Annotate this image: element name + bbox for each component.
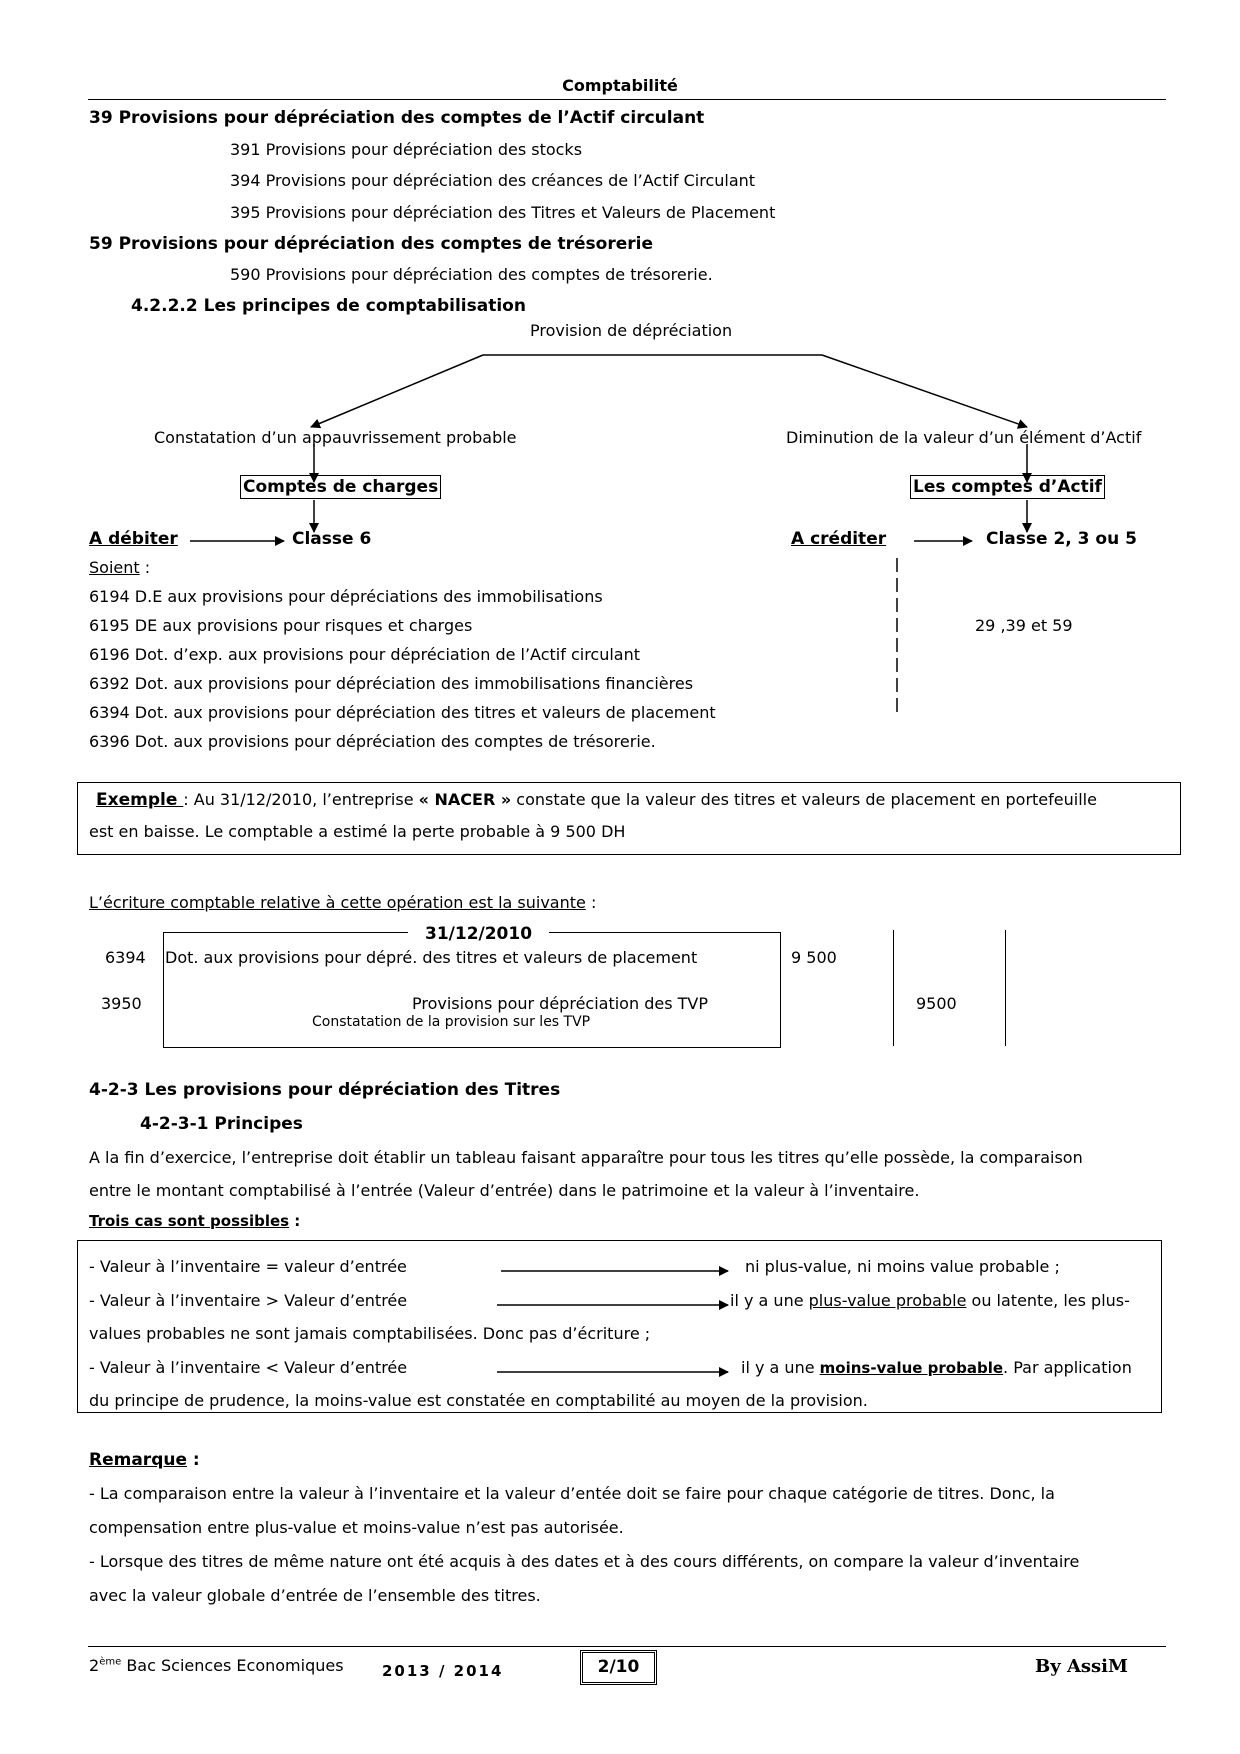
case-2-right-b: ou latente, les plus- bbox=[966, 1291, 1130, 1310]
journal-top-rule-right bbox=[549, 932, 780, 933]
section-423-title: 4-2-3 Les provisions pour dépréciation des Titres bbox=[89, 1080, 561, 1100]
list-item: 590 Provisions pour dépréciation des comptes de trésorerie. bbox=[230, 265, 713, 284]
journal-date: 31/12/2010 bbox=[425, 924, 533, 944]
paragraph-line: entre le montant comptabilisé à l’entrée (Valeur d’entrée) dans le patrimoine et la valeur à l’inventaire. bbox=[89, 1181, 920, 1200]
account-line: 6394 Dot. aux provisions pour dépréciation des titres et valeurs de placement bbox=[89, 703, 716, 722]
journal-intro bbox=[89, 893, 596, 912]
remarque-title-text: Remarque bbox=[89, 1450, 187, 1470]
case-3-right-a: il y a une bbox=[741, 1358, 820, 1377]
list-item: 395 Provisions pour dépréciation des Titres et Valeurs de Placement bbox=[230, 203, 776, 222]
example-line-1 bbox=[96, 790, 1097, 810]
journal-row-2-label: Provisions pour dépréciation des TVP bbox=[412, 994, 708, 1013]
moins-value-term: moins-value probable bbox=[819, 1359, 1004, 1377]
example-text-b: constate que la valeur des titres et valeurs de placement en portefeuille bbox=[511, 790, 1097, 809]
company-name: « NACER » bbox=[418, 790, 512, 809]
footer-level-sup: ème bbox=[99, 1656, 122, 1668]
cases-title-text: Trois cas sont possibles bbox=[89, 1212, 290, 1230]
credit-label: A créditer bbox=[791, 529, 887, 549]
journal-credit-line bbox=[1005, 930, 1006, 1046]
paragraph-line: compensation entre plus-value et moins-value n’est pas autorisée. bbox=[89, 1518, 624, 1537]
right-branch-arrow bbox=[822, 355, 1027, 427]
case-2-line-2: values probables ne sont jamais comptabilisées. Donc pas d’écriture ; bbox=[89, 1324, 651, 1343]
journal-row-2-credit: 9500 bbox=[916, 994, 957, 1013]
account-line: 6396 Dot. aux provisions pour dépréciation des comptes de trésorerie. bbox=[89, 732, 656, 751]
account-line: 6194 D.E aux provisions pour dépréciations des immobilisations bbox=[89, 587, 603, 606]
class-235-label: Classe 2, 3 ou 5 bbox=[986, 529, 1137, 549]
journal-row-1-account: 6394 bbox=[105, 948, 146, 967]
case-1-left: - Valeur à l’inventaire = valeur d’entrée bbox=[89, 1257, 407, 1276]
soient-text: Soient bbox=[89, 558, 140, 577]
journal-row-1-debit: 9 500 bbox=[791, 948, 837, 967]
cases-title-colon: : bbox=[289, 1212, 301, 1230]
account-line: 6196 Dot. d’exp. aux provisions pour dépréciation de l’Actif circulant bbox=[89, 645, 641, 664]
section-4231-title: 4-2-3-1 Principes bbox=[140, 1114, 303, 1134]
paragraph-line: - La comparaison entre la valeur à l’inventaire et la valeur d’entée doit se faire pour chaque catégorie de titres. Donc, la bbox=[89, 1484, 1055, 1503]
journal-top-rule-left bbox=[164, 932, 408, 933]
example-text-a: : Au 31/12/2010, l’entreprise bbox=[183, 790, 419, 809]
journal-mid-line bbox=[780, 932, 781, 1048]
soient-label bbox=[89, 558, 150, 577]
account-line: 6195 DE aux provisions pour risques et charges bbox=[89, 616, 473, 635]
footer-author: By AssiM bbox=[1035, 1656, 1128, 1677]
case-2-right bbox=[730, 1291, 1130, 1310]
diagram-root-label: Provision de dépréciation bbox=[530, 321, 733, 340]
journal-debit-line bbox=[893, 930, 894, 1046]
page-header-title: Comptabilité bbox=[562, 76, 678, 95]
example-label: Exemple bbox=[96, 790, 184, 810]
right-branch-label: Diminution de la valeur d’un élément d’Actif bbox=[786, 428, 1142, 447]
charges-accounts-box: Comptes de charges bbox=[240, 475, 441, 499]
left-branch-label: Constatation d’un appauvrissement probable bbox=[154, 428, 517, 447]
account-line: 6392 Dot. aux provisions pour dépréciation des immobilisations financières bbox=[89, 674, 694, 693]
footer-level-num: 2 bbox=[89, 1656, 100, 1675]
case-2-left: - Valeur à l’inventaire > Valeur d’entrée bbox=[89, 1291, 408, 1310]
journal-note: Constatation de la provision sur les TVP bbox=[312, 1014, 591, 1030]
cases-title bbox=[89, 1212, 300, 1230]
example-line-2: est en baisse. Le comptable a estimé la perte probable à 9 500 DH bbox=[89, 822, 626, 841]
journal-bottom-rule bbox=[164, 1047, 780, 1048]
case-3-left: - Valeur à l’inventaire < Valeur d’entrée bbox=[89, 1358, 408, 1377]
journal-row-2-account: 3950 bbox=[101, 994, 142, 1013]
case-2-right-a: il y a une bbox=[730, 1291, 809, 1310]
footer-level bbox=[89, 1656, 344, 1675]
case-3-right bbox=[741, 1358, 1132, 1377]
section-39-title: 39 Provisions pour dépréciation des comptes de l’Actif circulant bbox=[89, 108, 705, 128]
right-accounts-label: 29 ,39 et 59 bbox=[975, 616, 1073, 635]
paragraph-line: A la fin d’exercice, l’entreprise doit établir un tableau faisant apparaître pour tous les titres qu’elle possède, la comparaison bbox=[89, 1148, 1083, 1167]
case-3-right-b: . Par application bbox=[1003, 1358, 1132, 1377]
paragraph-line: - Lorsque des titres de même nature ont été acquis à des dates et à des cours différents, on compare la valeur d’inventaire bbox=[89, 1552, 1080, 1571]
asset-accounts-box: Les comptes d’Actif bbox=[910, 475, 1105, 499]
journal-left-line bbox=[163, 932, 164, 1048]
footer-level-rest: Bac Sciences Economiques bbox=[121, 1656, 344, 1675]
remarque-title-colon: : bbox=[187, 1450, 200, 1470]
footer-rule bbox=[88, 1646, 1166, 1647]
journal-row-1-label: Dot. aux provisions pour dépré. des titres et valeurs de placement bbox=[165, 948, 698, 967]
list-item: 394 Provisions pour dépréciation des créances de l’Actif Circulant bbox=[230, 171, 756, 190]
section-4222-title: 4.2.2.2 Les principes de comptabilisation bbox=[131, 296, 526, 316]
page-number: 2/10 bbox=[580, 1650, 657, 1685]
journal-intro-text: L’écriture comptable relative à cette opération est la suivante bbox=[89, 893, 586, 912]
list-item: 391 Provisions pour dépréciation des stocks bbox=[230, 140, 583, 159]
plus-value-term: plus-value probable bbox=[808, 1291, 967, 1310]
class-6-label: Classe 6 bbox=[292, 529, 372, 549]
soient-colon: : bbox=[139, 558, 151, 577]
section-59-title: 59 Provisions pour dépréciation des comptes de trésorerie bbox=[89, 234, 654, 254]
journal-intro-colon: : bbox=[585, 893, 597, 912]
debit-label: A débiter bbox=[89, 529, 178, 549]
case-3-line-2: du principe de prudence, la moins-value est constatée en comptabilité au moyen de la provision. bbox=[89, 1391, 868, 1410]
remarque-title bbox=[89, 1450, 200, 1470]
footer-year: 2013 / 2014 bbox=[382, 1662, 504, 1680]
case-1-right: ni plus-value, ni moins value probable ; bbox=[745, 1257, 1060, 1276]
left-branch-arrow bbox=[311, 355, 483, 427]
paragraph-line: avec la valeur globale d’entrée de l’ensemble des titres. bbox=[89, 1586, 541, 1605]
